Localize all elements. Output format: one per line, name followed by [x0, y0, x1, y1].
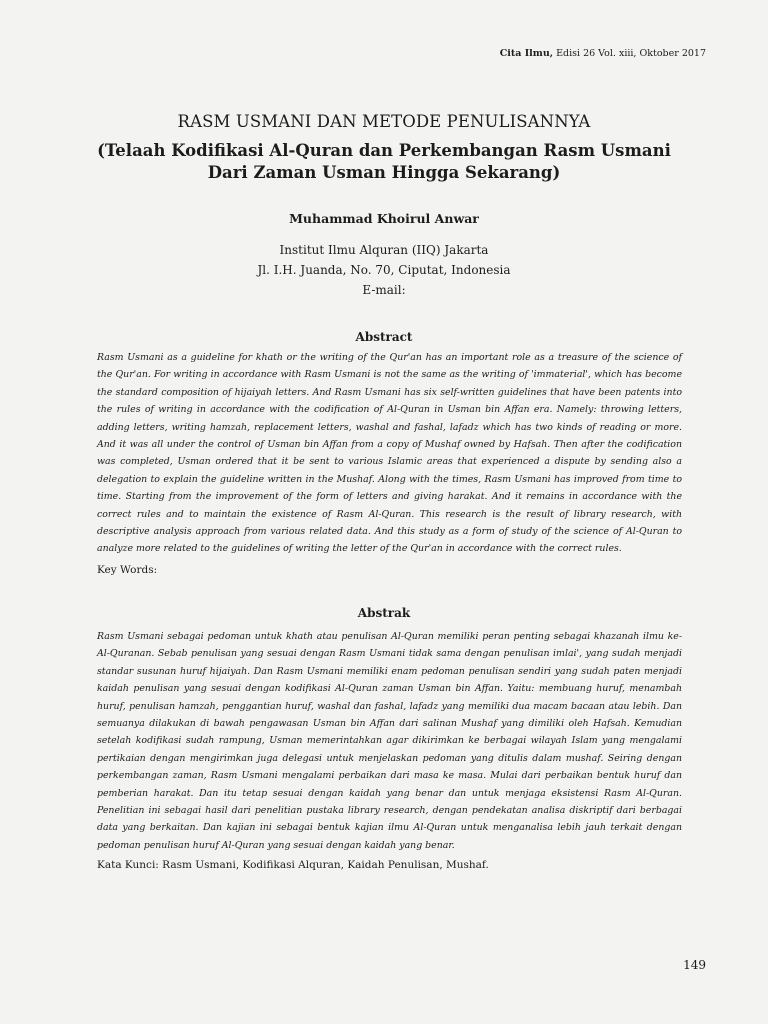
institution: Institut Ilmu Alquran (IIQ) Jakarta: [279, 243, 489, 257]
abstrak-body: Rasm Usmani sebagai pedoman untuk khath atau penulisan Al-Quran memiliki peran penting sebagai khazanah ilmu ke-Al-Quranan. Sebab penulisan yang sesuai dengan Rasm Usmani tidak sama dengan penulisan imlai', yang sudah menjadi standar susunan huruf hijaiyah. Dan Rasm Usmani memiliki enam pedoman penulisan sendiri yang sudah paten menjadi kaidah penulisan yang sesuai dengan kodifikasi Al-Quran zaman Usman bin Affan. Yaitu: membuang huruf, menambah huruf, penulisan hamzah, penggantian huruf, washal dan fashal, lafadz yang memiliki dua macam bacaan atau lebih. Dan semuanya dilakukan di bawah pengawasan Usman bin Affan dari salinan Mushaf yang dimiliki oleh Hafsah. Kemudian setelah kodifikasi sudah rampung, Usman memerintahkan agar dikirimkan ke berbagai wilayah Islam yang mengalami pertikaian dengan mengirimkan juga delegasi untuk menjelaskan pedoman yang ditulis dalam mushaf. Seiring dengan perkembangan zaman, Rasm Usmani mengalami perbaikan dari masa ke masa. Mulai dari perbaikan bentuk huruf dan pemberian harakat. Dan itu tetap sesuai dengan kaidah yang benar dan untuk menjaga eksistensi Rasm Al-Quran. Penelitian ini sebagai hasil dari penelitian pustaka library research, dengan pendekatan analisa diskriptif dari berbagai data yang berkaitan. Dan kajian ini sebagai bentuk kajian ilmu Al-Quran untuk menganalisa lebih jauh terkait dengan pedoman penulisan huruf Al-Quran yang sesuai dengan kaidah yang benar.: [97, 631, 682, 851]
author-affiliation: [0, 240, 768, 300]
running-head: [500, 48, 706, 59]
address: Jl. I.H. Juanda, No. 70, Ciputat, Indonesia: [257, 263, 511, 277]
abstrak-heading: Abstrak: [357, 606, 411, 620]
abstract-keywords: Key Words:: [97, 564, 158, 576]
page-number: 149: [683, 958, 706, 972]
author-name: Muhammad Khoirul Anwar: [289, 211, 479, 226]
title-block: [0, 112, 768, 184]
issue-info: Edisi 26 Vol. xiii, Oktober 2017: [553, 48, 706, 59]
email-label: E-mail:: [362, 283, 406, 297]
journal-name: Cita Ilmu,: [499, 48, 554, 59]
abstrak-keywords: Kata Kunci: Rasm Usmani, Kodifikasi Alquran, Kaidah Penulisan, Mushaf.: [97, 859, 489, 871]
subtitle-line-1: (Telaah Kodifikasi Al-Quran dan Perkembangan Rasm Usmani: [97, 141, 671, 160]
paper-subtitle: [0, 140, 768, 184]
abstract-heading: Abstract: [355, 330, 413, 344]
abstract-body: Rasm Usmani as a guideline for khath or the writing of the Qur'an has an important role as a treasure of the science of the Qur'an. For writing in accordance with Rasm Usmani is not the same as the writing of 'immaterial', which has become the standard composition of hijaiyah letters. And Rasm Usmani has six self-written guidelines that have been patents into the rules of writing in accordance with the codification of Al-Quran in Usman bin Affan era. Namely: throwing letters, adding letters, writing hamzah, replacement letters, washal and fashal, lafadz which has two kinds of reading or more. And it was all under the control of Usman bin Affan from a copy of Mushaf owned by Hafsah. Then after the codification was completed, Usman ordered that it be sent to various Islamic areas that experienced a dispute by sending also a delegation to explain the guideline written in the Mushaf. Along with the times, Rasm Usmani has improved from time to time. Starting from the improvement of the form of letters and giving harakat. And it remains in accordance with the correct rules and to maintain the existence of Rasm Al-Quran. This research is the result of library research, with descriptive analysis approach from various related data. And this study as a form of study of the science of Al-Quran to analyze more related to the guidelines of writing the letter of the Qur'an in accordance with the correct rules.: [97, 352, 682, 555]
subtitle-line-2: Dari Zaman Usman Hingga Sekarang): [207, 163, 561, 182]
paper-title: RASM USMANI DAN METODE PENULISANNYA: [177, 112, 591, 131]
